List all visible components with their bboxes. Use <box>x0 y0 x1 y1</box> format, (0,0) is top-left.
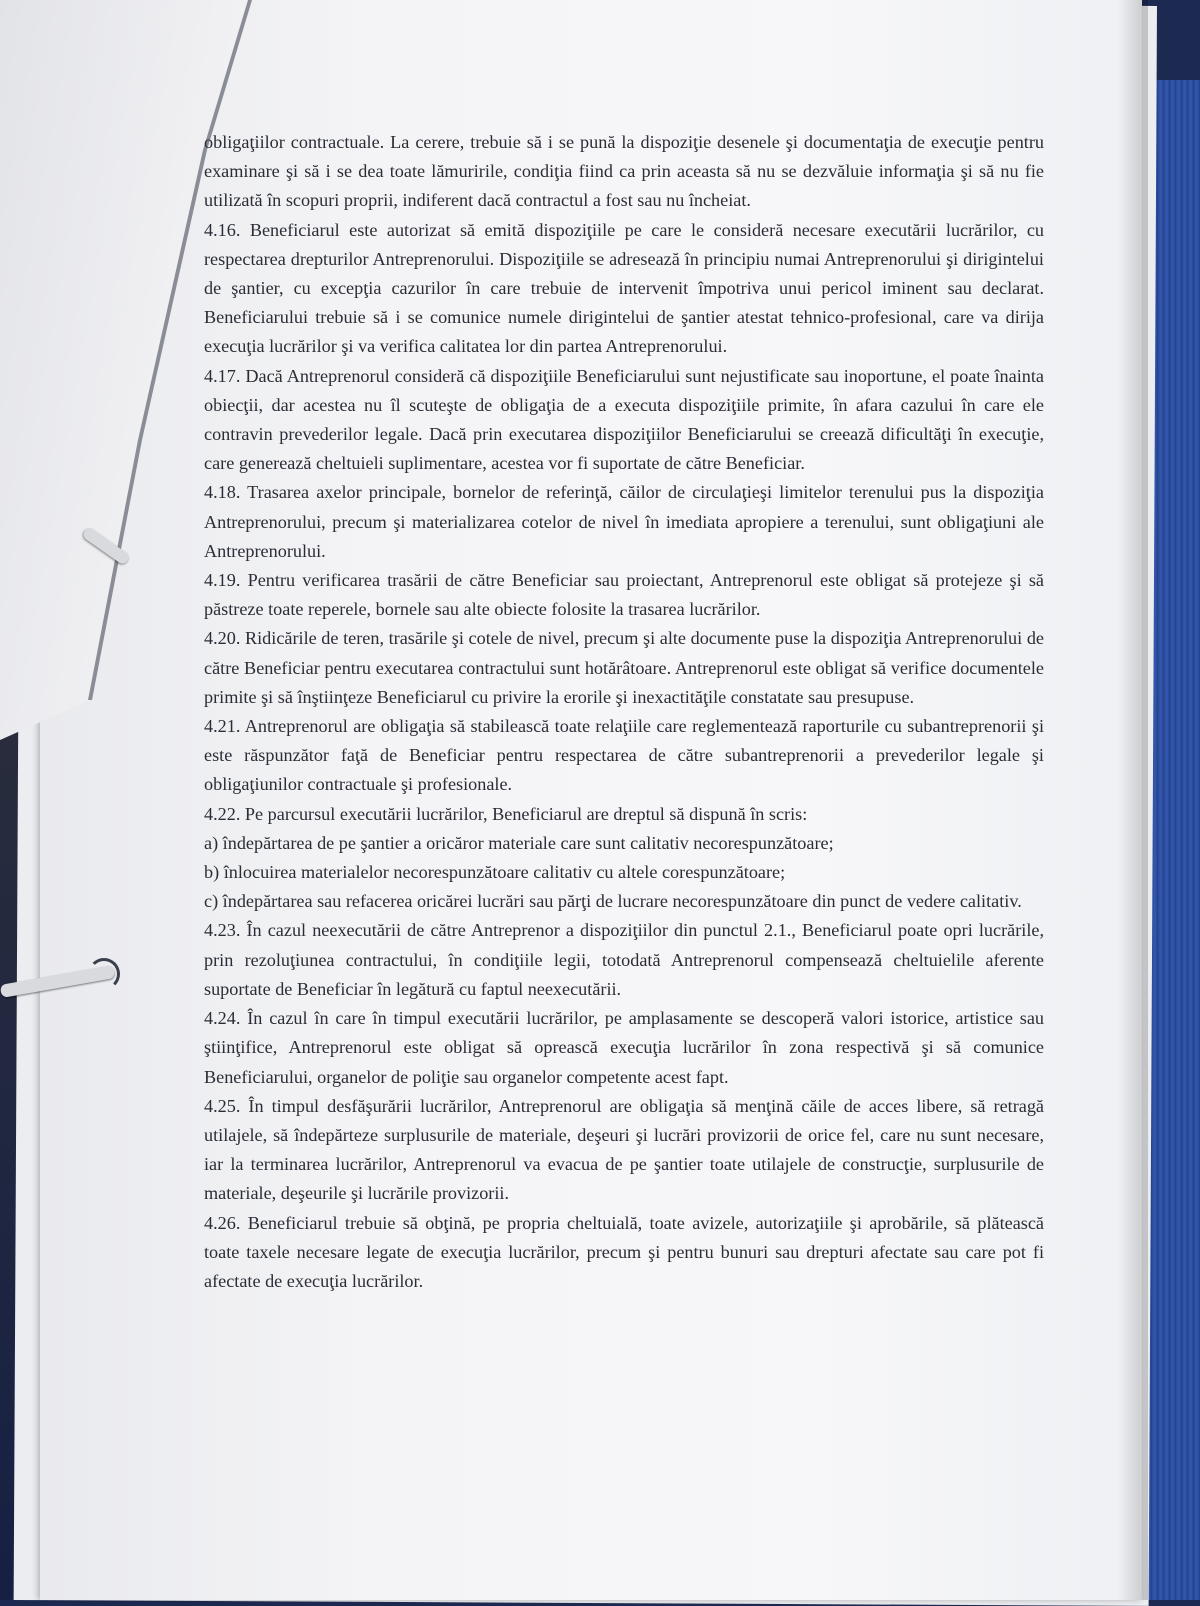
paragraph-4-19: 4.19. Pentru verificarea trasării de către Beneficiar sau proiectant, Antreprenorul este obligat să protejeze şi să păstreze toate reperele, bornele sau alte obiecte folosite la trasarea lucrărilor. <box>204 570 1044 620</box>
paragraph-4-25: 4.25. În timpul desfăşurării lucrărilor, Antreprenorul are obligaţia să menţină căile de acces libere, să retragă utilajele, să îndepărteze surplusurile de materiale, deşeuri şi lucrări provizorii de orice fel, care nu sunt necesare, iar la terminarea lucrărilor, Antreprenorul va evacua de pe şantier toate utilajele de construcţie, surplusurile de materiale, deşeurile şi lucrările provizorii. <box>204 1095 1044 1204</box>
page-edge-shadow <box>1118 0 1148 1600</box>
paragraph-4-18: 4.18. Trasarea axelor principale, bornelor de referinţă, căilor de circulaţieşi limitelor terenului pus la dispoziţia Antreprenorului, precum şi materializarea cotelor de nivel în imediata apropiere a terenului, sunt obligaţiuni ale Antreprenorului. <box>204 482 1044 561</box>
paragraph-4-22: 4.22. Pe parcursul executării lucrărilor, Beneficiarul are dreptul să dispună în scris: <box>204 803 808 824</box>
list-item-b: b) înlocuirea materialelor necorespunzătoare calitativ cu altele corespunzătoare; <box>204 862 786 883</box>
paragraph-continuation: obligaţiilor contractuale. La cerere, trebuie să i se pună la dispoziţie desenele şi documentaţia de execuţie pentru examinare şi să i se dea toate lămuririle, condiţia fiind ca prin aceasta să nu se dezvăluie informaţia şi să nu fie utilizată în scopuri proprii, indiferent dacă contractul a fost sau nu încheiat. <box>204 132 1044 211</box>
paragraph-4-20: 4.20. Ridicările de teren, trasările şi cotele de nivel, precum şi alte documente puse la dispoziţia Antreprenorului de către Beneficiar pentru executarea contractului sunt hotărâtoare. Antreprenorul este obligat să verifice documentele primite şi să înştiinţeze Beneficiarul cu privire la erorile şi inexactităţile constatate sau presupuse. <box>204 628 1044 707</box>
list-item-c: c) îndepărtarea sau refacerea oricărei lucrări sau părţi de lucrare necorespunzătoare din punct de vedere calitativ. <box>204 891 1022 912</box>
paragraph-4-17: 4.17. Dacă Antreprenorul consideră că dispoziţiile Beneficiarului sunt nejustificate sau inoportune, el poate înainta obiecţii, dar acestea nu îl scuteşte de obligaţia de a executa dispoziţiile primite, în afara cazului în care ele contravin prevederilor legale. Dacă prin executarea dispoziţiilor Beneficiarului se creează dificultăţi în execuţie, care generează cheltuieli suplimentare, acestea vor fi suportate de către Beneficiar. <box>204 365 1044 474</box>
paragraph-4-24: 4.24. În cazul în care în timpul executării lucrărilor, pe amplasamente se descoperă valori istorice, artistice sau ştiinţifice, Antreprenorul este obligat să oprească execuţia lucrărilor în zona respectivă şi să comunice Beneficiarului, organelor de poliţie sau organelor competente acest fapt. <box>204 1008 1044 1087</box>
list-item-a: a) îndepărtarea de pe şantier a oricăror materiale care sunt calitativ necorespunzătoare; <box>204 832 834 853</box>
paragraph-4-26: 4.26. Beneficiarul trebuie să obţină, pe propria cheltuială, toate avizele, autorizaţiile şi aprobările, să plătească toate taxele necesare legate de execuţia lucrărilor, precum şi pentru bunuri sau drepturi afectate sau care pot fi afectate de execuţia lucrărilor. <box>204 1212 1044 1291</box>
binder-ring-curl <box>88 958 120 990</box>
paragraph-4-21: 4.21. Antreprenorul are obligaţia să stabilească toate relaţiile care reglementează raporturile cu subantreprenorii şi este răspunzător faţă de Beneficiar pentru respectarea de către subantreprenorii a prevederilor legale şi obligaţiunilor contractuale şi profesionale. <box>204 716 1044 795</box>
paragraph-4-16: 4.16. Beneficiarul este autorizat să emită dispoziţiile pe care le consideră necesare executării lucrărilor, cu respectarea drepturilor Antreprenorului. Dispoziţiile se adresează în principiu numai Antreprenorului şi dirigintelui de şantier, cu excepţia cazurilor în care trebuie de intervenit împotriva unui pericol iminent sau declarat. Beneficiarului trebuie să i se comunice numele dirigintelui de şantier atestat tehnico-profesional, care va dirija execuţia lucrărilor şi va verifica calitatea lor din partea Antreprenorului. <box>204 219 1044 357</box>
paragraph-4-23: 4.23. În cazul neexecutării de către Antreprenor a dispoziţiilor din punctul 2.1., Beneficiarul poate opri lucrările, prin rezoluţiunea contractului, în condiţiile legii, totodată Antreprenorul compensează cheltuielile aferente suportate de Beneficiar în legătură cu faptul neexecutării. <box>204 920 1044 999</box>
document-text <box>204 128 1044 1296</box>
